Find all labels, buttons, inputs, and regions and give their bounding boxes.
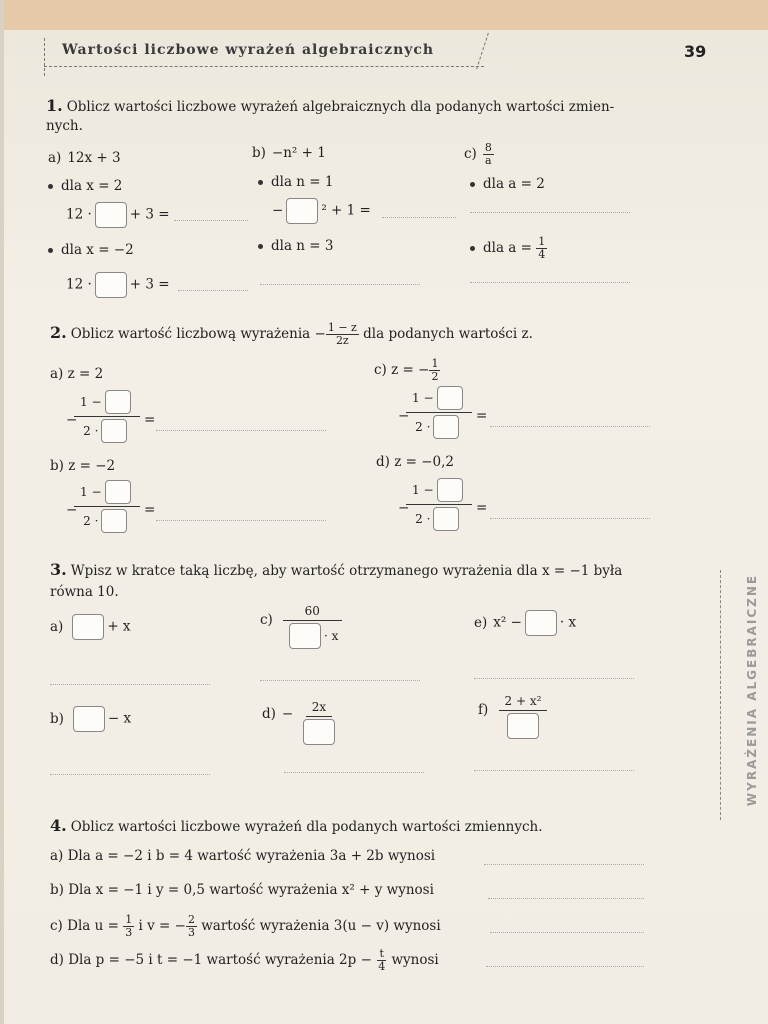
ex2-c-cond: c) z = − $\frac{1}{2}$	[374, 357, 439, 384]
exercise-2-heading: 2. Oblicz wartość liczbową wyrażenia − $\frac{1 - z}{2z}$ dla podanych wartości z.	[50, 321, 533, 348]
answer-box[interactable]	[105, 480, 131, 504]
answer-line	[470, 282, 630, 283]
answer-box[interactable]	[437, 478, 463, 502]
exercise-3-heading-cont: równa 10.	[50, 584, 119, 600]
ex1-a-cond-1: dla x = 2	[48, 178, 122, 194]
ex3-e: e) x² − · x	[474, 610, 576, 636]
ex2-c-minus: −	[398, 408, 410, 424]
ex1-b-calc-1: − ² + 1 =	[272, 198, 371, 224]
header-divider	[476, 33, 489, 69]
side-tab-border	[720, 570, 721, 820]
side-tab-label: WYRAŻENIA ALGEBRAICZNE	[745, 573, 760, 807]
answer-box[interactable]	[303, 719, 335, 745]
ex2-b-equals: =	[144, 502, 156, 518]
answer-line	[474, 678, 634, 679]
ex1-b-cond-1: dla n = 1	[258, 174, 333, 190]
ex1-b-expr: b) −n² + 1	[252, 145, 326, 161]
ex4-b: b) Dla x = −1 i y = 0,5 wartość wyrażenia x² + y wynosi	[50, 882, 434, 898]
ex2-d-equals: =	[476, 500, 488, 516]
answer-line	[156, 430, 326, 431]
exercise-3-heading: 3. Wpisz w kratce taką liczbę, aby wartość otrzymanego wyrażenia dla x = −1 była	[50, 560, 623, 579]
ex2-a-minus: −	[66, 412, 78, 428]
answer-box[interactable]	[286, 198, 318, 224]
answer-line	[490, 932, 644, 933]
answer-line	[260, 680, 420, 681]
ex1-c-cond-1: dla a = 2	[470, 176, 545, 192]
header-divider	[44, 66, 484, 67]
answer-line	[50, 774, 210, 775]
answer-line	[178, 290, 248, 291]
ex3-c-fraction: 60 · x	[280, 604, 344, 649]
answer-line	[260, 284, 420, 285]
answer-box[interactable]	[95, 202, 127, 228]
answer-box[interactable]	[101, 419, 127, 443]
answer-line	[470, 212, 630, 213]
answer-line	[486, 966, 644, 967]
answer-box[interactable]	[105, 390, 131, 414]
ex1-c-cond-2: dla a = $\frac{1}{4}$	[470, 236, 547, 261]
ex1-a-calc-1: 12 · + 3 =	[66, 202, 170, 228]
ex2-b-fraction: 1 − 2 ·	[74, 480, 140, 533]
answer-box[interactable]	[507, 713, 539, 739]
ex3-d-label: d) −	[262, 706, 294, 722]
ex4-d: d) Dla p = −5 i t = −1 wartość wyrażenia 2p − $\frac{t}{4}$ wynosi	[50, 947, 439, 974]
answer-box[interactable]	[433, 415, 459, 439]
answer-box[interactable]	[289, 623, 321, 649]
exercise-4-heading: 4. Oblicz wartości liczbowe wyrażeń dla podanych wartości zmiennych.	[50, 816, 543, 835]
ex1-a-cond-2: dla x = −2	[48, 242, 134, 258]
page-header-title: Wartości liczbowe wyrażeń algebraicznych	[62, 42, 435, 58]
workbook-page	[4, 0, 768, 1024]
ex3-c-label: c)	[260, 612, 273, 628]
ex1-a-calc-2: 12 · + 3 =	[66, 272, 170, 298]
answer-box[interactable]	[95, 272, 127, 298]
answer-line	[488, 898, 644, 899]
answer-line	[174, 220, 248, 221]
answer-line	[484, 864, 644, 865]
ex2-b-cond: b) z = −2	[50, 458, 116, 474]
ex2-b-minus: −	[66, 502, 78, 518]
answer-line	[490, 426, 650, 427]
ex1-c-expr: c) $\frac{8}{a}$	[464, 141, 492, 168]
answer-line	[50, 684, 210, 685]
answer-box[interactable]	[437, 386, 463, 410]
ex1-b-cond-2: dla n = 3	[258, 238, 333, 254]
answer-box[interactable]	[525, 610, 557, 636]
answer-line	[284, 772, 424, 773]
ex3-b: b) − x	[50, 706, 131, 732]
answer-line	[156, 520, 326, 521]
ex3-d-fraction: 2x	[294, 700, 344, 745]
ex1-a-expr: a) 12x + 3	[48, 150, 121, 166]
answer-line	[474, 770, 634, 771]
top-band	[4, 0, 768, 30]
ex3-f-fraction: 2 + x²	[498, 694, 548, 739]
ex2-d-minus: −	[398, 500, 410, 516]
header-divider	[44, 38, 45, 76]
ex4-a: a) Dla a = −2 i b = 4 wartość wyrażenia 3a + 2b wynosi	[50, 848, 436, 864]
ex2-d-cond: d) z = −0,2	[376, 454, 454, 470]
exercise-1-heading-cont: nych.	[46, 118, 83, 134]
ex2-c-fraction: 1 − 2 ·	[406, 386, 472, 439]
answer-line	[382, 217, 456, 218]
exercise-1-heading: 1. Oblicz wartości liczbowe wyrażeń algebraicznych dla podanych wartości zmien-	[46, 96, 615, 115]
answer-box[interactable]	[73, 706, 105, 732]
ex2-a-equals: =	[144, 412, 156, 428]
ex2-a-cond: a) z = 2	[50, 366, 104, 382]
page-number: 39	[684, 42, 707, 61]
ex2-d-fraction: 1 − 2 ·	[406, 478, 472, 531]
ex4-c: c) Dla u = $\frac{1}{3}$ i v = − $\frac{2}{3}$ wartość wyrażenia 3(u − v) wynosi	[50, 913, 441, 940]
answer-box[interactable]	[72, 614, 104, 640]
answer-box[interactable]	[101, 509, 127, 533]
answer-line	[490, 518, 650, 519]
answer-box[interactable]	[433, 507, 459, 531]
ex3-f-label: f)	[478, 702, 489, 718]
ex2-c-equals: =	[476, 408, 488, 424]
ex2-a-fraction: 1 − 2 ·	[74, 390, 140, 443]
ex3-a: a) + x	[50, 614, 131, 640]
